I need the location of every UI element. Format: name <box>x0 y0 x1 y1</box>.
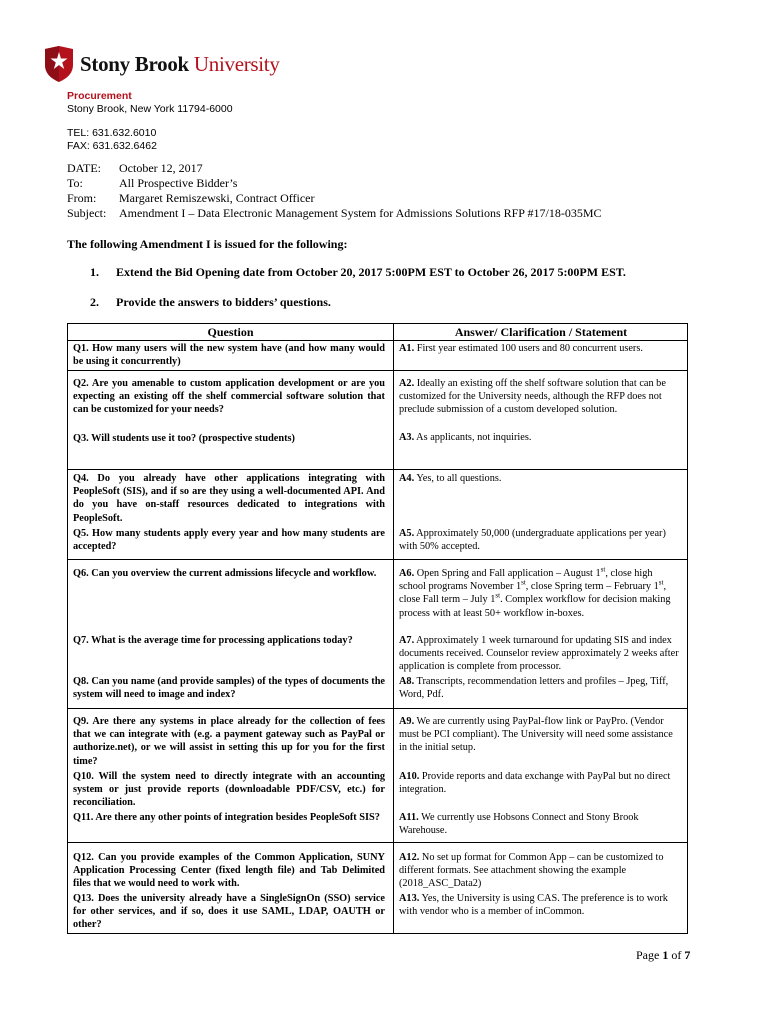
page-word: Page <box>636 948 663 962</box>
table-row-divider <box>68 469 687 470</box>
answer-6-sup-1: st <box>600 565 606 574</box>
memo-from-label: From: <box>67 191 97 205</box>
answer-6-text-2: , close high school programs November 1 <box>399 568 653 593</box>
answer-8-text: Transcripts, recommendation letters and profiles – Jpeg, Tiff, Word, Pdf. <box>399 676 669 701</box>
answer-3-id: A3. <box>399 432 415 443</box>
table-row-divider <box>68 370 687 371</box>
memo-from-row <box>67 191 602 206</box>
question-4: Q4. Do you already have other applications integrating with PeopleSoft (SIS), and if so are they using a well-documented API. And do you have on-staff resources dedicated to integrations with PeopleSoft. <box>73 473 385 524</box>
answer-8-id: A8. <box>399 676 415 687</box>
fax-line: FAX: 631.632.6462 <box>67 139 157 152</box>
answer-13-text: Yes, the University is using CAS. The preference is to work with vendor who is a member of inCommon. <box>399 893 668 918</box>
memo-subject-row <box>67 206 602 221</box>
answer-12-id: A12. <box>399 852 420 863</box>
question-10: Q10. Will the system need to directly integrate with an accounting system or just provide reports (downloadable PDF/CSV, etc.) for reconciliation. <box>73 771 385 809</box>
column-header-question: Question <box>207 325 254 339</box>
memo-subject-value: Amendment I – Data Electronic Management System for Admissions Solutions RFP #17/18-035MC <box>119 206 602 220</box>
answer-7-id: A7. <box>399 635 415 646</box>
answer-2-text: Ideally an existing off the shelf software solution that can be customized for the University needs, although the RFP does not preclude submission of a custom developed solution. <box>399 378 666 416</box>
answer-6-id: A6. <box>399 568 415 579</box>
answer-7-text: Approximately 1 week turnaround for updating SIS and index documents received. Counselor review approximately 2 weeks after application is complete from processor. <box>399 635 679 673</box>
page-total: 7 <box>684 948 691 962</box>
question-9: Q9. Are there any systems in place already for the collection of fees that we can integrate with (e.g. a payment gateway such as PayPal or authorize.net), or we will assist in setting this up for you for the first time? <box>73 716 385 767</box>
answer-1 <box>399 342 681 355</box>
question-3: Q3. Will students use it too? (prospective students) <box>73 433 295 444</box>
answer-11-id: A11. <box>399 812 419 823</box>
memo-to-label: To: <box>67 176 83 190</box>
answer-4-text: Yes, to all questions. <box>414 473 502 484</box>
answer-6-sup-2: st <box>521 578 526 587</box>
table-row-divider <box>68 842 687 843</box>
memo-from-value: Margaret Remiszewski, Contract Officer <box>119 191 315 205</box>
answer-12-text: No set up format for Common App – can be customized to different formats. See attachment showing the example (2018_ASC_Data2) <box>399 852 664 890</box>
question-12: Q12. Can you provide examples of the Common Application, SUNY Application Processing Center (fixed length file) and Tab Delimited files that we would need to work with. <box>73 852 385 890</box>
list-item-1-number: 1. <box>90 265 99 279</box>
answer-9 <box>399 715 681 755</box>
table-row-divider <box>68 559 687 560</box>
question-7: Q7. What is the average time for processing applications today? <box>73 635 353 646</box>
answer-6-text-4: , close Fall term – July 1 <box>399 581 667 606</box>
answer-6-text-5: . Complex workflow for decision making process with at least 50+ workflow in-boxes. <box>399 594 671 619</box>
answer-3 <box>399 431 681 444</box>
memo-header <box>67 161 602 221</box>
memo-to-value: All Prospective Bidder’s <box>119 176 238 190</box>
answer-10-id: A10. <box>399 771 420 782</box>
shield-logo-icon <box>44 45 74 83</box>
answer-4-id: A4. <box>399 473 415 484</box>
university-logo <box>44 44 280 84</box>
answer-2-id: A2. <box>399 378 415 389</box>
list-item-2-text: Provide the answers to bidders’ questions. <box>116 295 331 309</box>
page-of: of <box>668 948 685 962</box>
question-8: Q8. Can you name (and provide samples) of the types of documents the system will need to image and index? <box>73 676 385 701</box>
memo-date-label: DATE: <box>67 161 101 175</box>
answer-4 <box>399 472 681 485</box>
address-line: Stony Brook, New York 11794-6000 <box>67 102 233 115</box>
memo-to-row <box>67 176 602 191</box>
answer-6-sup-3: st <box>658 578 664 587</box>
answer-1-id: A1. <box>399 343 415 354</box>
answer-11 <box>399 811 681 837</box>
table-row-divider <box>68 340 687 341</box>
list-item-1-text: Extend the Bid Opening date from October 20, 2017 5:00PM EST to October 26, 2017 5:00PM EST. <box>116 265 626 279</box>
list-item-2 <box>90 295 331 310</box>
column-header-answer: Answer/ Clarification / Statement <box>454 325 628 339</box>
answer-6 <box>399 567 681 620</box>
answer-5 <box>399 527 681 553</box>
answer-2 <box>399 377 681 417</box>
answer-6-text-3: , close Spring term – February 1 <box>525 581 659 593</box>
page-number <box>636 948 690 963</box>
question-11: Q11. Are there any other points of integration besides PeopleSoft SIS? <box>73 812 380 823</box>
answer-12 <box>399 851 681 891</box>
question-1: Q1. How many users will the new system have (and how many would be using it concurrently) <box>73 343 385 368</box>
answer-11-text: We currently use Hobsons Connect and Stony Brook Warehouse. <box>399 812 639 837</box>
question-5: Q5. How many students apply every year and how many students are accepted? <box>73 528 385 553</box>
answer-9-id: A9. <box>399 716 415 727</box>
answer-7 <box>399 634 681 674</box>
department-label: Procurement <box>67 90 132 102</box>
question-6: Q6. Can you overview the current admissions lifecycle and workflow. <box>73 568 377 579</box>
tel-line: TEL: 631.632.6010 <box>67 127 157 139</box>
answer-9-text: We are currently using PayPal-flow link or PayPro. (Vendor must be PCI compliant). The University will need some assistance in the initial setup. <box>399 716 673 754</box>
answer-10-text: Provide reports and data exchange with PayPal but no direct integration. <box>399 771 671 796</box>
answer-5-id: A5. <box>399 528 415 539</box>
intro-heading: The following Amendment I is issued for the following: <box>67 237 348 251</box>
memo-date-row <box>67 161 602 176</box>
answer-1-text: First year estimated 100 users and 80 concurrent users. <box>414 343 643 354</box>
logo-name: Stony Brook <box>80 51 189 76</box>
memo-date-value: October 12, 2017 <box>119 161 203 175</box>
page-current: 1 <box>662 948 669 962</box>
answer-3-text: As applicants, not inquiries. <box>414 432 532 443</box>
answer-6-text-1: Open Spring and Fall application – August 1 <box>414 568 601 579</box>
answer-13 <box>399 892 681 918</box>
answer-13-id: A13. <box>399 893 420 904</box>
question-13: Q13. Does the university already have a SingleSignOn (SSO) service for other services, and if so, does it use SAML, LDAP, OAUTH or other? <box>73 893 385 931</box>
question-2: Q2. Are you amenable to custom application development or are you expecting an existing off the shelf commercial software solution that can be customized for your needs? <box>73 378 385 416</box>
contact-block <box>67 90 233 152</box>
answer-10 <box>399 770 681 796</box>
list-item-2-number: 2. <box>90 295 99 309</box>
table-row-divider <box>68 708 687 709</box>
answer-6-sup-4: st <box>495 591 501 600</box>
qa-table <box>67 323 688 934</box>
list-item-1 <box>90 265 626 280</box>
logo-suffix: University <box>193 51 280 76</box>
answer-5-text: Approximately 50,000 (undergraduate applications per year) with 50% accepted. <box>399 528 666 553</box>
answer-8 <box>399 675 681 701</box>
memo-subject-label: Subject: <box>67 206 107 220</box>
